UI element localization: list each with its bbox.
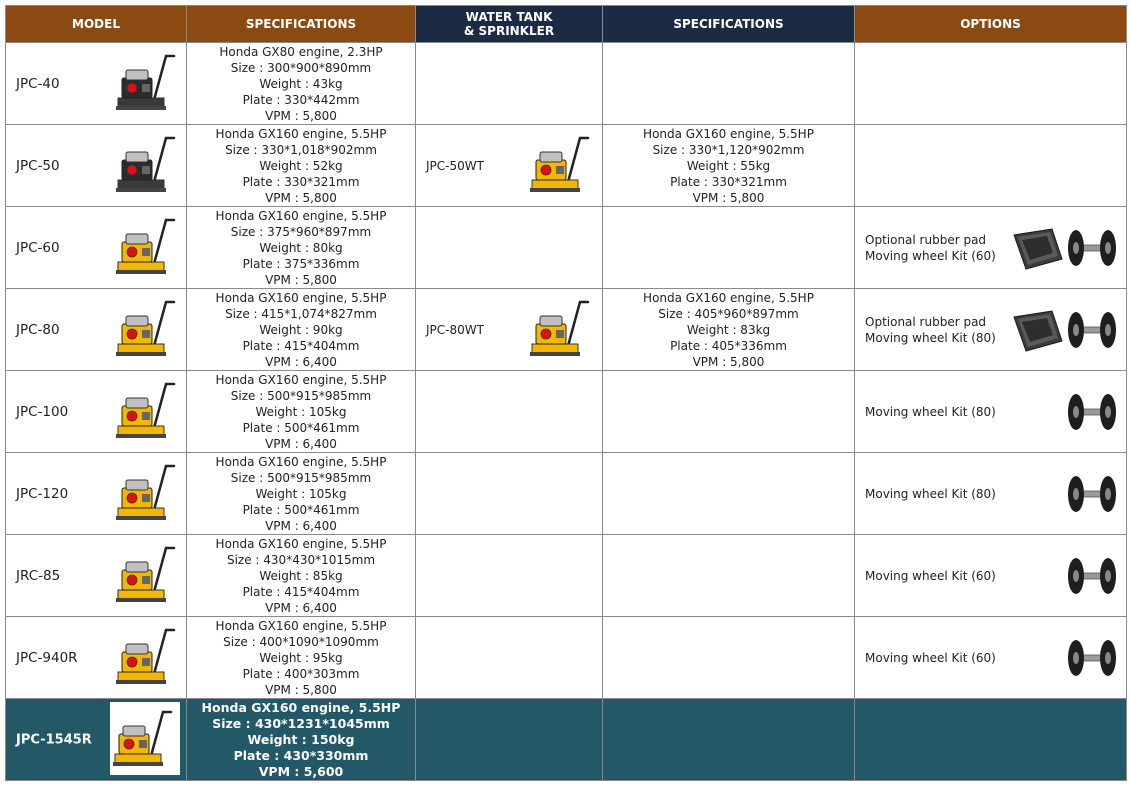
model-cell xyxy=(6,617,187,699)
options-list xyxy=(865,404,996,420)
spec-line: Size : 400*1090*1090mm xyxy=(223,634,379,649)
water-tank-specifications-cell xyxy=(603,125,855,207)
table-body xyxy=(6,43,1127,781)
specifications-cell xyxy=(187,699,416,781)
model-cell xyxy=(6,43,187,125)
wt-spec-line: Honda GX160 engine, 5.5HP xyxy=(643,126,814,141)
model-name: JPC-120 xyxy=(16,485,69,502)
model-name: JPC-940R xyxy=(16,649,78,666)
water-tank-compactor-image xyxy=(522,130,594,202)
compactor-spec-table-container xyxy=(5,5,1127,781)
header-water-tank xyxy=(416,6,603,43)
options-cell xyxy=(855,699,1127,781)
wt-spec-line: Plate : 330*321mm xyxy=(670,174,787,189)
model-name: JPC-40 xyxy=(16,75,60,92)
spec-line: Honda GX160 engine, 5.5HP xyxy=(215,290,387,305)
water-tank-cell xyxy=(416,371,603,453)
water-tank-specifications-cell xyxy=(603,43,855,125)
wt-spec-line: Size : 405*960*897mm xyxy=(658,306,799,321)
compactor-spec-table xyxy=(5,5,1127,781)
compactor-image xyxy=(108,376,180,448)
spec-line: Plate : 330*321mm xyxy=(242,174,360,189)
spec-line: Plate : 430*330mm xyxy=(233,747,369,763)
options-cell xyxy=(855,371,1127,453)
water-tank-specifications-cell xyxy=(603,617,855,699)
water-tank-cell xyxy=(416,289,603,371)
option-item: Moving wheel Kit (60) xyxy=(865,248,996,263)
options-list xyxy=(865,486,996,502)
option-item: Moving wheel Kit (60) xyxy=(865,650,996,665)
option-item: Optional rubber pad xyxy=(865,232,987,247)
header-options: OPTIONS xyxy=(855,6,1127,43)
compactor-image xyxy=(105,704,177,776)
water-tank-compactor-image xyxy=(522,294,594,366)
model-name: JPC-100 xyxy=(16,403,69,420)
water-tank-specifications-cell xyxy=(603,207,855,289)
model-cell xyxy=(6,125,187,207)
options-cell xyxy=(855,289,1127,371)
spec-line: Honda GX80 engine, 2.3HP xyxy=(219,44,383,59)
spec-line: VPM : 6,400 xyxy=(265,518,337,533)
specifications-cell xyxy=(187,617,416,699)
option-item: Moving wheel Kit (60) xyxy=(865,568,996,583)
options-list xyxy=(865,650,996,666)
moving-wheel-kit-icon xyxy=(1066,390,1118,434)
table-row xyxy=(6,43,1127,125)
model-name: JPC-1545R xyxy=(16,732,92,747)
spec-line: Size : 415*1,074*827mm xyxy=(225,306,377,321)
spec-line: Plate : 330*442mm xyxy=(242,92,360,107)
option-item: Moving wheel Kit (80) xyxy=(865,330,996,345)
model-name: JPC-50 xyxy=(16,157,60,174)
wt-spec-line: VPM : 5,800 xyxy=(692,190,765,205)
water-tank-model-name: JPC-50WT xyxy=(426,158,484,173)
spec-line: Honda GX160 engine, 5.5HP xyxy=(215,208,387,223)
water-tank-model-name: JPC-80WT xyxy=(426,322,484,337)
spec-line: Size : 500*915*985mm xyxy=(230,470,372,485)
spec-line: Honda GX160 engine, 5.5HP xyxy=(215,454,387,469)
spec-line: Weight : 95kg xyxy=(259,650,343,665)
spec-line: VPM : 6,400 xyxy=(265,600,337,615)
spec-line: Weight : 105kg xyxy=(255,404,347,419)
spec-line: Honda GX160 engine, 5.5HP xyxy=(215,372,387,387)
spec-line: Size : 300*900*890mm xyxy=(230,60,372,75)
spec-line: VPM : 5,600 xyxy=(258,763,344,779)
spec-line: Plate : 500*461mm xyxy=(242,502,360,517)
spec-line: VPM : 6,400 xyxy=(265,354,337,369)
wt-spec-line: Size : 330*1,120*902mm xyxy=(652,142,805,157)
option-item: Moving wheel Kit (80) xyxy=(865,404,996,419)
option-item: Optional rubber pad xyxy=(865,314,987,329)
specifications-cell xyxy=(187,207,416,289)
compactor-image xyxy=(108,48,180,120)
spec-line: Plate : 400*303mm xyxy=(242,666,360,681)
spec-line: Plate : 415*404mm xyxy=(242,338,360,353)
model-cell xyxy=(6,371,187,453)
header-water-tank-line1: WATER TANK xyxy=(465,10,553,24)
moving-wheel-kit-icon xyxy=(1066,226,1118,270)
specifications-cell xyxy=(187,289,416,371)
spec-line: Weight : 90kg xyxy=(259,322,343,337)
specifications-cell xyxy=(187,453,416,535)
compactor-image xyxy=(108,294,180,366)
model-cell xyxy=(6,453,187,535)
wt-spec-line: VPM : 5,800 xyxy=(692,354,765,369)
water-tank-specifications-cell xyxy=(603,699,855,781)
water-tank-cell xyxy=(416,453,603,535)
model-cell xyxy=(6,699,187,781)
options-cell xyxy=(855,535,1127,617)
wt-spec-line: Weight : 55kg xyxy=(686,158,771,173)
compactor-image xyxy=(108,130,180,202)
options-cell xyxy=(855,207,1127,289)
table-row xyxy=(6,207,1127,289)
wt-spec-line: Weight : 83kg xyxy=(686,322,771,337)
model-name: JPC-60 xyxy=(16,239,60,256)
spec-line: Honda GX160 engine, 5.5HP xyxy=(201,699,401,715)
table-row xyxy=(6,289,1127,371)
table-row xyxy=(6,371,1127,453)
specifications-cell xyxy=(187,371,416,453)
water-tank-cell xyxy=(416,617,603,699)
water-tank-specifications-cell xyxy=(603,453,855,535)
option-item: Moving wheel Kit (80) xyxy=(865,486,996,501)
spec-line: Size : 430*430*1015mm xyxy=(226,552,376,567)
moving-wheel-kit-icon xyxy=(1066,554,1118,598)
header-row xyxy=(6,6,1127,43)
spec-line: VPM : 5,800 xyxy=(265,190,337,205)
options-cell xyxy=(855,617,1127,699)
moving-wheel-kit-icon xyxy=(1066,308,1118,352)
model-name: JPC-80 xyxy=(16,321,60,338)
water-tank-cell xyxy=(416,43,603,125)
options-cell xyxy=(855,125,1127,207)
header-water-tank-line2: & SPRINKLER xyxy=(463,24,555,38)
spec-line: VPM : 5,800 xyxy=(265,272,337,287)
header-model: MODEL xyxy=(6,6,187,43)
table-row xyxy=(6,453,1127,535)
compactor-image xyxy=(108,212,180,284)
water-tank-cell xyxy=(416,207,603,289)
spec-line: Honda GX160 engine, 5.5HP xyxy=(215,126,387,141)
moving-wheel-kit-icon xyxy=(1066,472,1118,516)
specifications-cell xyxy=(187,535,416,617)
model-cell xyxy=(6,207,187,289)
spec-line: Plate : 375*336mm xyxy=(242,256,360,271)
spec-line: Weight : 105kg xyxy=(255,486,347,501)
spec-line: VPM : 5,800 xyxy=(265,108,337,123)
spec-line: Weight : 150kg xyxy=(247,731,355,747)
table-row xyxy=(6,699,1127,781)
spec-line: VPM : 5,800 xyxy=(265,682,337,697)
spec-line: Weight : 80kg xyxy=(259,240,343,255)
options-cell xyxy=(855,453,1127,535)
moving-wheel-kit-icon xyxy=(1066,636,1118,680)
compactor-image xyxy=(108,540,180,612)
rubber-pad-icon xyxy=(1012,307,1064,353)
table-row xyxy=(6,535,1127,617)
spec-line: Plate : 500*461mm xyxy=(242,420,360,435)
spec-line: Weight : 43kg xyxy=(259,76,343,91)
water-tank-cell xyxy=(416,125,603,207)
model-name: JRC-85 xyxy=(16,567,61,584)
options-list xyxy=(865,568,996,584)
water-tank-specifications-cell xyxy=(603,371,855,453)
spec-line: Weight : 85kg xyxy=(259,568,343,583)
table-row xyxy=(6,617,1127,699)
compactor-image xyxy=(108,622,180,694)
spec-line: Plate : 415*404mm xyxy=(242,584,360,599)
options-list xyxy=(865,314,996,346)
spec-line: Size : 500*915*985mm xyxy=(230,388,372,403)
wt-spec-line: Plate : 405*336mm xyxy=(670,338,787,353)
rubber-pad-icon xyxy=(1012,225,1064,271)
specifications-cell xyxy=(187,125,416,207)
options-list xyxy=(865,232,996,264)
model-cell xyxy=(6,535,187,617)
spec-line: Size : 430*1231*1045mm xyxy=(212,715,390,731)
compactor-image xyxy=(108,458,180,530)
spec-line: Honda GX160 engine, 5.5HP xyxy=(215,618,387,633)
table-row xyxy=(6,125,1127,207)
options-cell xyxy=(855,43,1127,125)
water-tank-cell xyxy=(416,535,603,617)
water-tank-cell xyxy=(416,699,603,781)
spec-line: Weight : 52kg xyxy=(259,158,343,173)
specifications-cell xyxy=(187,43,416,125)
spec-line: Size : 375*960*897mm xyxy=(230,224,372,239)
water-tank-specifications-cell xyxy=(603,535,855,617)
water-tank-specifications-cell xyxy=(603,289,855,371)
spec-line: Honda GX160 engine, 5.5HP xyxy=(215,536,387,551)
model-cell xyxy=(6,289,187,371)
spec-line: VPM : 6,400 xyxy=(265,436,337,451)
header-specifications: SPECIFICATIONS xyxy=(187,6,416,43)
spec-line: Size : 330*1,018*902mm xyxy=(225,142,377,157)
header-wt-specifications: SPECIFICATIONS xyxy=(603,6,855,43)
wt-spec-line: Honda GX160 engine, 5.5HP xyxy=(643,290,814,305)
